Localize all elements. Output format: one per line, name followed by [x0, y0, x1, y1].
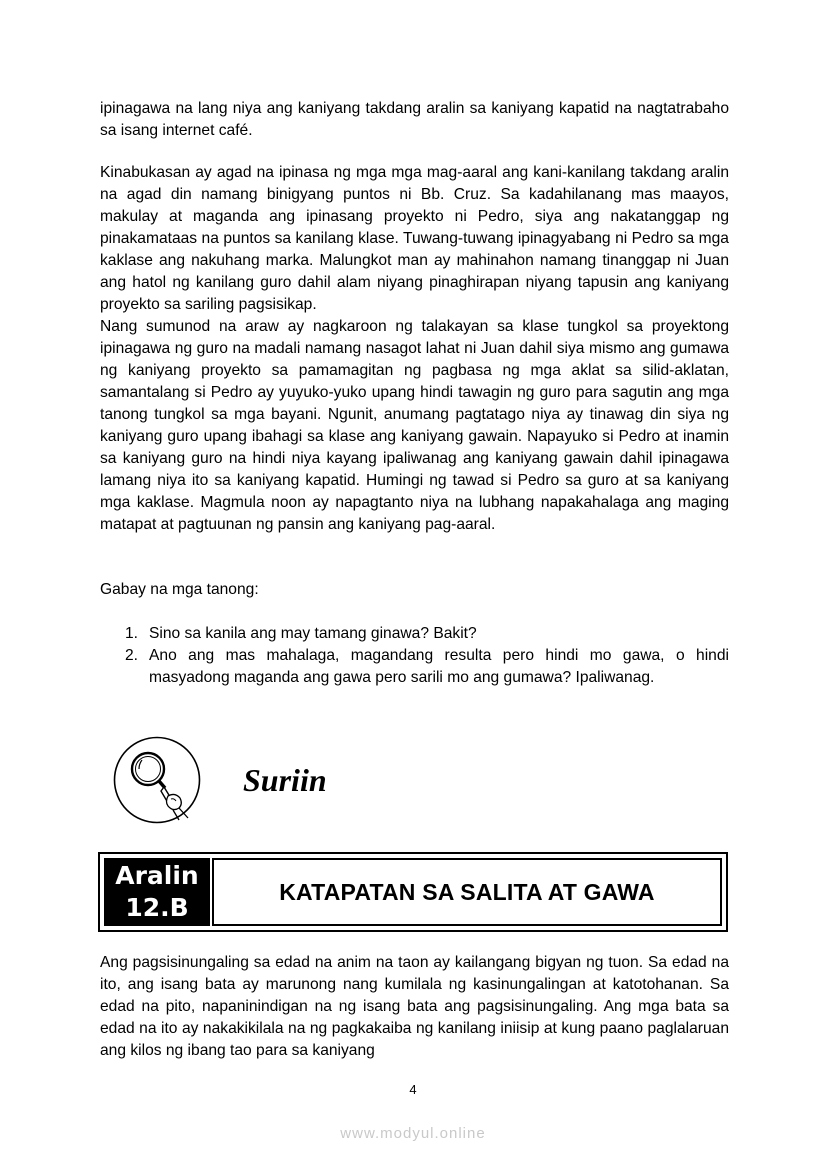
question-text: Ano ang mas mahalaga, magandang resulta pero hindi mo gawa, o hindi masyadong maganda ang gawa pero sarili mo ang gumawa? Ipaliwanag.: [149, 647, 729, 686]
story-paragraph-3: [100, 316, 729, 536]
guide-questions-heading: Gabay na mga tanong:: [100, 581, 259, 598]
lesson-title-text: KATAPATAN SA SALITA AT GAWA: [279, 878, 655, 905]
paragraph-text: Ang pagsisinungaling sa edad na anim na taon ay kailangang bigyan ng tuon. Sa edad na ito, ang isang bata ay marunong nang kumilala ng kasinungalingan at katotohanan. Sa edad na pito, napaninindigan na ng isang bata ang pagsisinungaling. Ang mga bata sa edad na ito ay nakakikilala na ng pagkakaiba ng kanilang iniisip at kung paano paglalaruan ang kilos ng ibang tao para sa kaniyang: [100, 954, 729, 1059]
lesson-number: 12.B: [125, 893, 189, 922]
lesson-title: [212, 858, 722, 926]
guide-questions-list: [100, 623, 729, 689]
watermark: www.modyul.online: [340, 1125, 486, 1142]
lesson-label: Aralin: [115, 861, 199, 890]
paragraph-text: Nang sumunod na araw ay nagkaroon ng talakayan sa klase tungkol sa proyektong ipinagawa ng guro na madali namang nasagot lahat ni Juan dahil siya mismo ang gumawa ng kaniyang proyekto sa pamamagitan ng pagbasa ng mga aklat sa silid-aklatan, samantalang si Pedro ay yuyuko-yuko upang hindi tawagin ng guro para sagutin ang mga tanong tungkol sa mga bayani. Ngunit, anumang pagtatago niya ay tinawag din siya ng kaniyang guro upang ibahagi sa klase ang kaniyang gawain. Napayuko si Pedro at inamin sa kaniyang guro na hindi niya kayang ipaliwanag ang kaniyang gawain dahil ipinagawa lamang niya ito sa kaniyang kapatid. Humingi ng tawad si Pedro sa guro at sa kaniyang mga kaklase. Magmula noon ay napagtanto niya na lubhang napakahalaga ang maging matapat at pagtuunan ng pansin ang kaniyang pag-aaral.: [100, 318, 729, 533]
story-paragraph-2: [100, 162, 729, 316]
page-number: 4: [409, 1082, 417, 1097]
question-number: 2.: [125, 647, 139, 664]
section-title: Suriin: [243, 762, 327, 798]
magnifying-glass-hand-icon: [113, 736, 201, 824]
list-item: [100, 645, 729, 689]
lesson-banner: [98, 852, 728, 932]
question-number: 1.: [125, 625, 139, 642]
lesson-number-badge: [104, 858, 210, 926]
paragraph-text: ipinagawa na lang niya ang kaniyang takdang aralin sa kaniyang kapatid na nagtatrabaho sa isang internet café.: [100, 100, 729, 139]
story-paragraph-1: [100, 98, 729, 142]
list-item: [100, 623, 729, 645]
question-text: Sino sa kanila ang may tamang ginawa? Bakit?: [149, 625, 477, 642]
lesson-paragraph-1: [100, 952, 729, 1062]
paragraph-text: Kinabukasan ay agad na ipinasa ng mga mga mag-aaral ang kani-kanilang takdang aralin na agad din namang binigyang puntos ni Bb. Cruz. Sa kadahilanang mas maayos, makulay at maganda ang ipinasang proyekto ni Pedro, siya ang nakatanggap ng pinakamataas na puntos sa kanilang klase. Tuwang-tuwang ipinagyabang ni Pedro sa mga kaklase ang nakuhang marka. Malungkot man ay mahinahon namang tinanggap ni Juan ang hatol ng kanilang guro dahil alam niyang pinaghirapan niyang tapusin ang kaniyang proyekto sa sariling pagsisikap.: [100, 164, 729, 313]
